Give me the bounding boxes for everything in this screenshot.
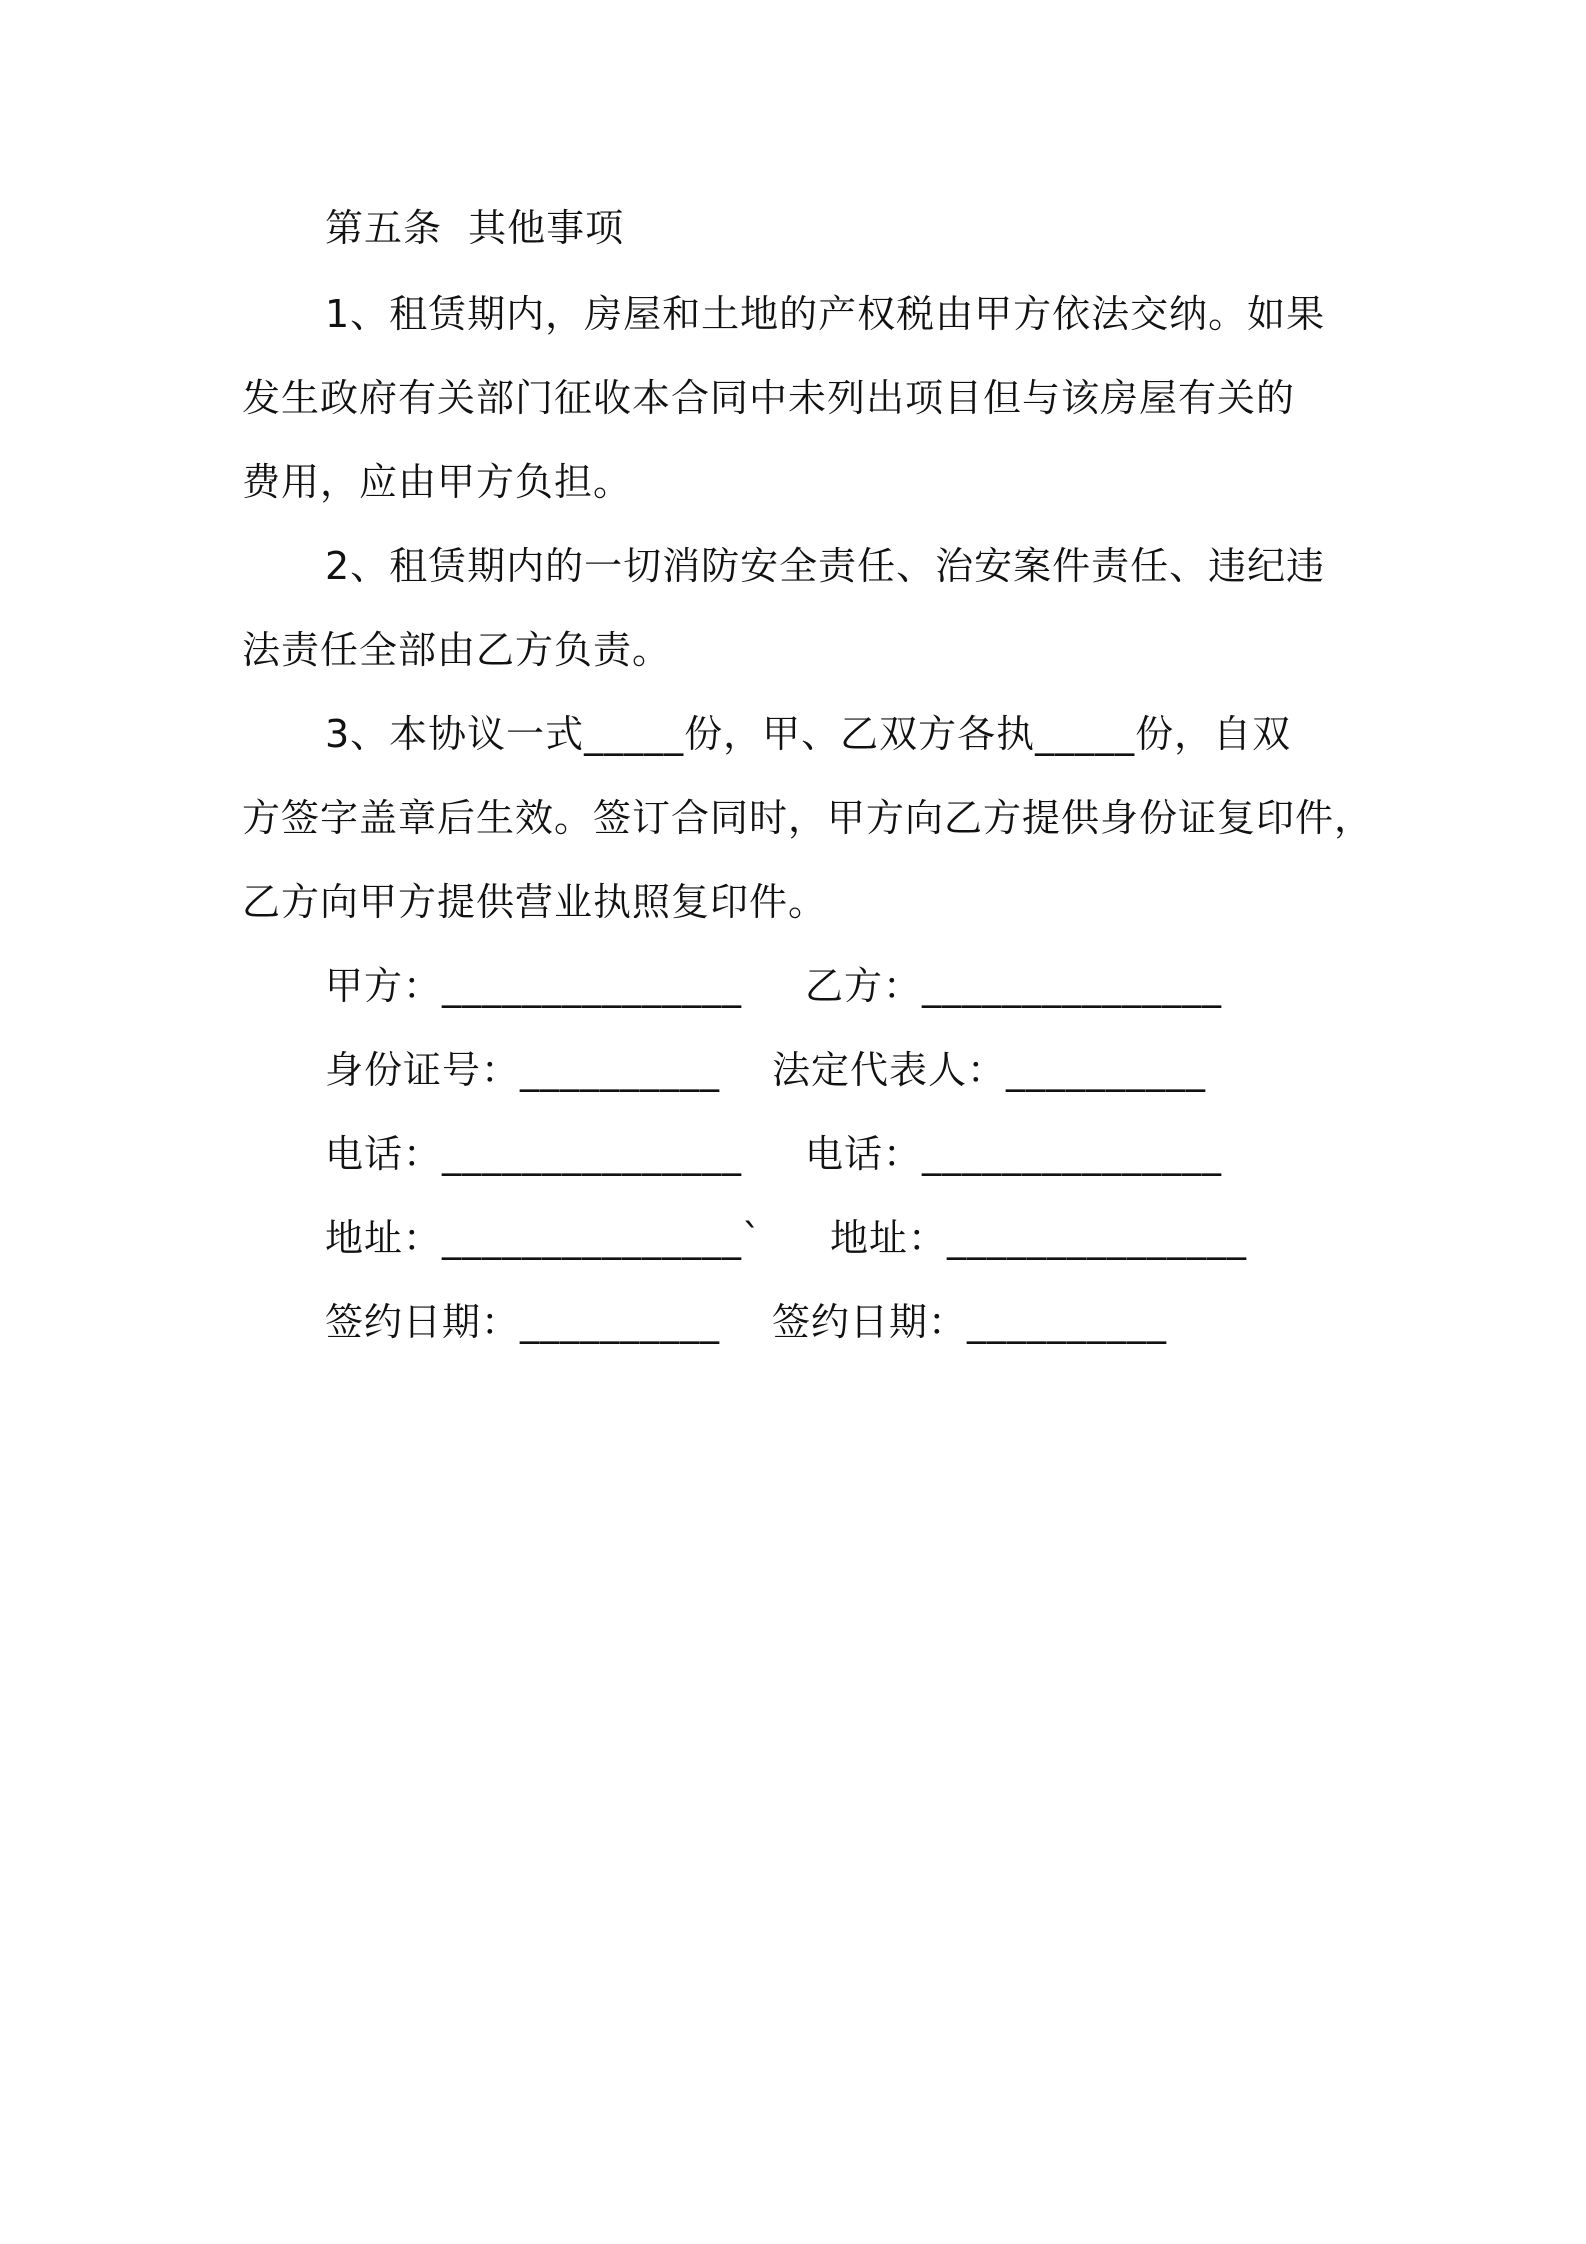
clause-1-line-3: 费用，应由甲方负担。	[242, 460, 633, 504]
party-b-phone-field: 电话：_______________	[805, 1132, 1223, 1176]
party-a-name-field: 甲方：_______________	[325, 964, 743, 1008]
clause-3-line-3: 乙方向甲方提供营业执照复印件。	[242, 880, 828, 924]
clause-1-line-2: 发生政府有关部门征收本合同中未列出项目但与该房屋有关的	[242, 376, 1296, 420]
party-a-phone-field: 电话：_______________	[325, 1132, 743, 1176]
party-b-address-field: 地址：_______________	[830, 1216, 1248, 1260]
party-a-address-field: 地址：_______________`	[325, 1216, 763, 1260]
party-a-id-field: 身份证号：__________	[325, 1048, 721, 1092]
party-b-name-field: 乙方：_______________	[805, 964, 1223, 1008]
clause-2-line-2: 法责任全部由乙方负责。	[242, 628, 672, 672]
party-b-sign-date-field: 签约日期：__________	[772, 1300, 1168, 1344]
clause-2-line-1: 2、租赁期内的一切消防安全责任、治安案件责任、违纪违	[325, 544, 1326, 588]
article-heading: 第五条 其他事项	[325, 206, 625, 250]
party-a-sign-date-field: 签约日期：__________	[325, 1300, 721, 1344]
clause-3-line-2: 方签字盖章后生效。签订合同时，甲方向乙方提供身份证复印件，	[242, 796, 1374, 840]
clause-1-line-1: 1、租赁期内，房屋和土地的产权税由甲方依法交纳。如果	[325, 292, 1326, 336]
party-b-legal-rep-field: 法定代表人：__________	[772, 1048, 1207, 1092]
clause-3-line-1: 3、本协议一式_____份，甲、乙双方各执_____份，自双	[325, 712, 1292, 756]
